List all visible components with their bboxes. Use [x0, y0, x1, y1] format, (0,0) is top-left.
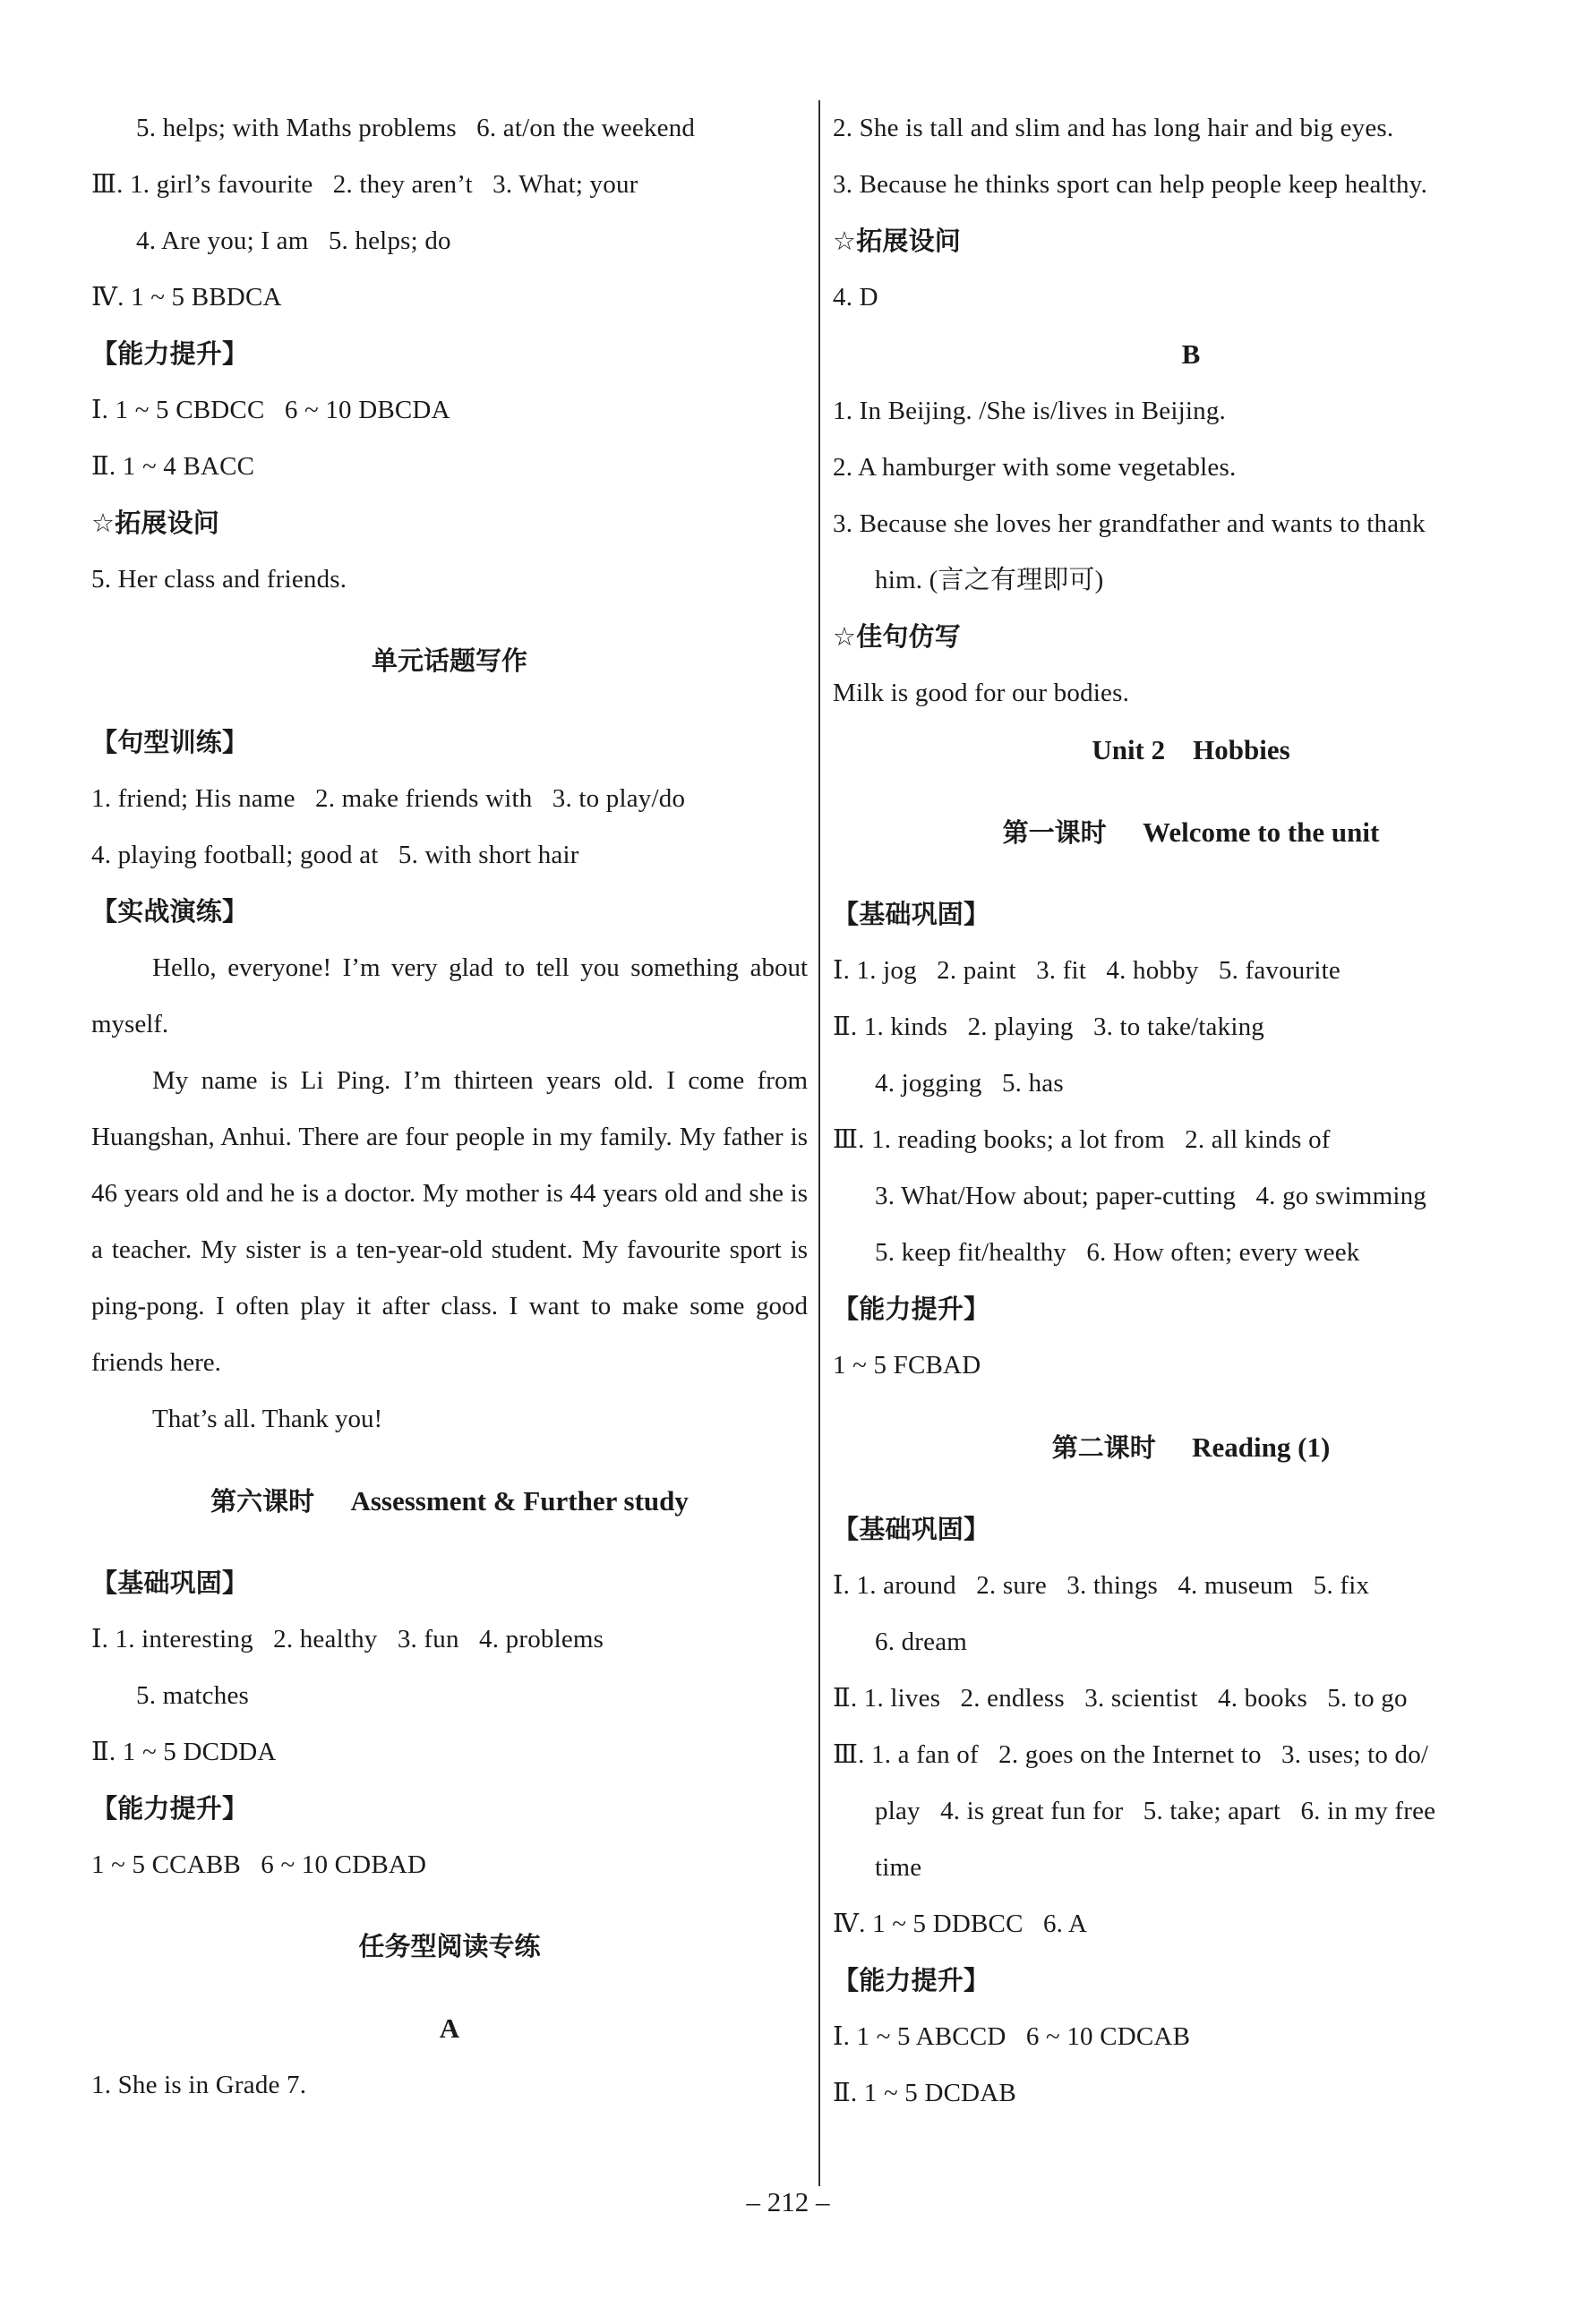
- subsection-heading: [833, 326, 1549, 383]
- answer-line: him. (言之有理即可): [875, 566, 1104, 594]
- subsection-letter: B: [1181, 338, 1201, 370]
- answer-line: Milk is good for our bodies.: [833, 679, 1130, 707]
- section-label: 【能力提升】: [91, 338, 249, 369]
- column-divider: [818, 100, 820, 2186]
- answer-line: Ⅰ. 1. interesting 2. healthy 3. fun 4. problems: [91, 1625, 604, 1653]
- answer-line: Ⅱ. 1. lives 2. endless 3. scientist 4. books 5. to go: [833, 1684, 1408, 1713]
- subsection-letter: A: [439, 2012, 460, 2044]
- essay-paragraph: That’s all. Thank you!: [152, 1405, 383, 1433]
- answer-line: 2. A hamburger with some vegetables.: [833, 453, 1237, 482]
- answer-line: Ⅰ. 1. around 2. sure 3. things 4. museum 5. fix: [833, 1571, 1370, 1600]
- page-number: – 212 –: [746, 2186, 830, 2217]
- answer-line: 5. matches: [136, 1681, 250, 1710]
- answer-line: 1 ~ 5 FCBAD: [833, 1351, 981, 1380]
- lesson-number: 第六课时: [210, 1486, 315, 1517]
- answer-line: 3. Because he thinks sport can help people keep healthy.: [833, 170, 1428, 199]
- section-label: ☆拓展设问: [91, 508, 219, 538]
- section-label: 【实战演练】: [91, 896, 249, 927]
- answer-line: 2. She is tall and slim and has long hair and big eyes.: [833, 114, 1394, 142]
- answer-line: 3. Because she loves her grandfather and wants to thank: [833, 509, 1426, 538]
- section-label: 【能力提升】: [91, 1793, 249, 1824]
- answer-line: 6. dream: [875, 1628, 968, 1656]
- section-heading: 单元话题写作: [371, 645, 527, 676]
- answer-line: 4. playing football; good at 5. with short hair: [91, 841, 579, 869]
- lesson-title: Welcome to the unit: [1143, 816, 1380, 848]
- answer-line: Ⅱ. 1 ~ 5 DCDAB: [833, 2079, 1016, 2107]
- section-label: 【基础巩固】: [91, 1568, 249, 1598]
- section-label: 【基础巩固】: [833, 899, 990, 929]
- section-heading: 任务型阅读专练: [358, 1931, 541, 1961]
- left-column: [91, 100, 808, 2114]
- lesson-heading: [833, 1419, 1549, 1476]
- essay-paragraph: Hello, everyone! I’m very glad to tell you something about myself.: [91, 953, 808, 1038]
- subsection-heading: [91, 2000, 808, 2057]
- section-label: 【能力提升】: [833, 1965, 990, 1995]
- unit-title-text: Unit 2 Hobbies: [1092, 734, 1290, 765]
- answer-line: 1. friend; His name 2. make friends with 3. to play/do: [91, 784, 686, 813]
- lesson-title: Reading (1): [1192, 1431, 1331, 1463]
- lesson-number: 第一课时: [1002, 817, 1107, 848]
- answer-line: Ⅲ. 1. a fan of 2. goes on the Internet to 3. uses; to do/: [833, 1740, 1429, 1769]
- lesson-heading: [91, 1473, 808, 1530]
- answer-line: 1. She is in Grade 7.: [91, 2071, 307, 2099]
- answer-line: 1 ~ 5 CCABB 6 ~ 10 CDBAD: [91, 1850, 427, 1879]
- answer-line: 4. jogging 5. has: [875, 1069, 1064, 1098]
- answer-line: Ⅲ. 1. reading books; a lot from 2. all kinds of: [833, 1125, 1331, 1154]
- answer-line: 4. D: [833, 283, 878, 312]
- answer-line: 5. Her class and friends.: [91, 565, 347, 594]
- section-label: 【能力提升】: [833, 1294, 990, 1324]
- answer-line: time: [875, 1853, 922, 1882]
- section-label: ☆拓展设问: [833, 226, 961, 256]
- lesson-heading: [833, 804, 1549, 861]
- answer-line: Ⅰ. 1 ~ 5 ABCCD 6 ~ 10 CDCAB: [833, 2022, 1191, 2051]
- answer-line: Ⅰ. 1 ~ 5 CBDCC 6 ~ 10 DBCDA: [91, 396, 450, 424]
- answer-line: Ⅱ. 1 ~ 4 BACC: [91, 452, 255, 481]
- unit-title: [833, 722, 1549, 779]
- answer-line: 5. keep fit/healthy 6. How often; every week: [875, 1238, 1360, 1267]
- answer-line: play 4. is great fun for 5. take; apart 6. in my free: [875, 1797, 1436, 1825]
- answer-line: Ⅳ. 1 ~ 5 DDBCC 6. A: [833, 1910, 1088, 1938]
- answer-line: 4. Are you; I am 5. helps; do: [136, 226, 451, 255]
- answer-line: 5. helps; with Maths problems 6. at/on the weekend: [136, 114, 696, 142]
- right-column: [833, 100, 1549, 2122]
- answer-line: Ⅳ. 1 ~ 5 BBDCA: [91, 283, 282, 312]
- lesson-title: Assessment & Further study: [350, 1485, 689, 1517]
- answer-line: Ⅰ. 1. jog 2. paint 3. fit 4. hobby 5. favourite: [833, 956, 1340, 985]
- answer-line: 3. What/How about; paper-cutting 4. go swimming: [875, 1182, 1426, 1210]
- section-label: 【基础巩固】: [833, 1514, 990, 1544]
- answer-line: Ⅱ. 1. kinds 2. playing 3. to take/taking: [833, 1012, 1264, 1041]
- section-label: 【句型训练】: [91, 727, 249, 757]
- answer-line: Ⅱ. 1 ~ 5 DCDDA: [91, 1738, 277, 1766]
- answer-line: 1. In Beijing. /She is/lives in Beijing.: [833, 397, 1226, 425]
- lesson-number: 第二课时: [1051, 1432, 1156, 1463]
- essay-paragraph: My name is Li Ping. I’m thirteen years old. I come from Huangshan, Anhui. There are four people in my family. My father is 46 years old and he is a doctor. My mother is 44 years old and she is a teacher. My sister is a ten-year-old student. My favourite sport is ping-pong. I often play it after class. I want to make some good friends here.: [91, 1066, 808, 1377]
- answer-line: Ⅲ. 1. girl’s favourite 2. they aren’t 3. What; your: [91, 170, 638, 199]
- section-label: ☆佳句仿写: [833, 621, 961, 652]
